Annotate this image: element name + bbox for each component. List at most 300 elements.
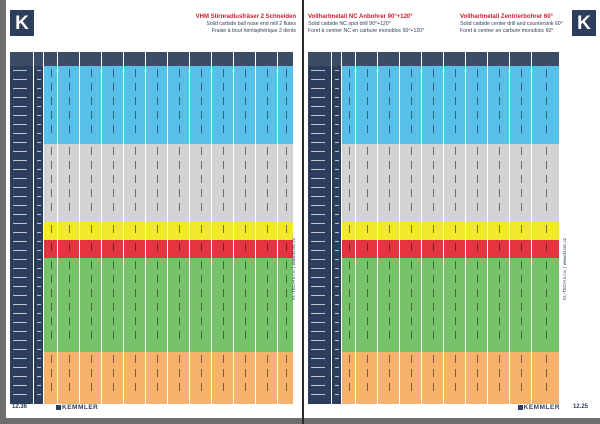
material-label-mark <box>13 376 27 377</box>
table-value-mark <box>411 261 412 269</box>
table-value-mark <box>267 289 268 297</box>
table-value-mark <box>51 189 52 197</box>
table-value-mark <box>179 303 180 311</box>
material-label-mark <box>13 286 27 287</box>
table-value-mark <box>389 83 390 91</box>
left-page-number: 12.36 <box>12 404 28 410</box>
table-value-mark <box>223 189 224 197</box>
material-label-mark <box>37 106 41 107</box>
table-value-mark <box>455 97 456 105</box>
table-value-mark <box>135 225 136 233</box>
material-label-mark <box>335 115 339 116</box>
material-label-mark <box>335 133 339 134</box>
table-value-mark <box>546 125 547 133</box>
table-value-mark <box>521 69 522 77</box>
table-value-mark <box>201 225 202 233</box>
material-label-mark <box>37 250 41 251</box>
table-value-mark <box>389 147 390 155</box>
table-value-mark <box>179 369 180 377</box>
table-value-mark <box>521 317 522 325</box>
material-label-mark <box>13 106 27 107</box>
table-value-mark <box>367 383 368 391</box>
material-label-mark <box>13 340 27 341</box>
material-label-mark <box>13 304 27 305</box>
table-value-mark <box>546 275 547 283</box>
material-label-mark <box>311 124 325 125</box>
material-label-mark <box>311 97 325 98</box>
material-label-mark <box>311 304 325 305</box>
material-label-mark <box>37 178 41 179</box>
table-value-mark <box>389 69 390 77</box>
material-label-mark <box>37 394 41 395</box>
material-label-mark <box>13 277 27 278</box>
table-value-mark <box>69 225 70 233</box>
table-value-mark <box>135 261 136 269</box>
table-value-mark <box>411 189 412 197</box>
table-value-mark <box>546 111 547 119</box>
table-value-mark <box>51 289 52 297</box>
table-value-mark <box>135 203 136 211</box>
table-value-mark <box>91 275 92 283</box>
table-value-mark <box>113 225 114 233</box>
table-value-mark <box>433 289 434 297</box>
left-brand-footer: KEMMLER <box>56 404 98 411</box>
material-label-mark <box>13 358 27 359</box>
table-value-mark <box>245 317 246 325</box>
table-value-mark <box>367 261 368 269</box>
material-label-mark <box>311 70 325 71</box>
table-value-mark <box>51 83 52 91</box>
fz-column-4 <box>146 52 168 404</box>
table-value-mark <box>367 369 368 377</box>
table-value-mark <box>521 161 522 169</box>
table-value-mark <box>455 369 456 377</box>
table-value-mark <box>433 83 434 91</box>
table-value-mark <box>389 243 390 251</box>
table-value-mark <box>69 83 70 91</box>
table-value-mark <box>135 369 136 377</box>
table-value-mark <box>267 97 268 105</box>
table-value-mark <box>455 203 456 211</box>
fz-column-r6 <box>488 52 510 404</box>
table-value-mark <box>179 225 180 233</box>
table-value-mark <box>267 355 268 363</box>
table-value-mark <box>91 69 92 77</box>
material-label-mark <box>335 79 339 80</box>
table-value-mark <box>51 317 52 325</box>
table-value-mark <box>69 383 70 391</box>
table-value-mark <box>367 303 368 311</box>
table-value-mark <box>267 317 268 325</box>
table-value-mark <box>389 203 390 211</box>
table-value-mark <box>455 383 456 391</box>
material-label-mark <box>37 88 41 89</box>
table-value-mark <box>267 275 268 283</box>
material-label-mark <box>335 241 339 242</box>
material-label-mark <box>335 160 339 161</box>
table-value-mark <box>113 355 114 363</box>
material-label-mark <box>13 385 27 386</box>
table-value-mark <box>521 189 522 197</box>
table-value-mark <box>411 147 412 155</box>
table-value-mark <box>349 243 350 251</box>
table-value-mark <box>201 303 202 311</box>
table-value-mark <box>433 111 434 119</box>
material-label-mark <box>335 142 339 143</box>
table-value-mark <box>546 369 547 377</box>
fz-column-r2 <box>400 52 422 404</box>
table-value-mark <box>223 303 224 311</box>
table-value-mark <box>51 97 52 105</box>
table-value-mark <box>223 161 224 169</box>
material-label-mark <box>335 367 339 368</box>
material-label-mark <box>13 250 27 251</box>
table-value-mark <box>546 83 547 91</box>
table-value-mark <box>201 161 202 169</box>
table-value-mark <box>477 383 478 391</box>
table-value-mark <box>477 275 478 283</box>
table-value-mark <box>267 261 268 269</box>
table-value-mark <box>157 225 158 233</box>
material-label-mark <box>335 385 339 386</box>
material-label-mark <box>13 214 27 215</box>
table-value-mark <box>201 203 202 211</box>
table-value-mark <box>286 161 287 169</box>
table-value-mark <box>267 189 268 197</box>
table-value-mark <box>135 317 136 325</box>
material-label-mark <box>13 187 27 188</box>
table-value-mark <box>113 331 114 339</box>
table-value-mark <box>91 189 92 197</box>
table-value-mark <box>477 355 478 363</box>
table-value-mark <box>157 369 158 377</box>
table-value-mark <box>51 303 52 311</box>
table-value-mark <box>546 317 547 325</box>
table-value-mark <box>69 303 70 311</box>
material-label-mark <box>13 70 27 71</box>
table-value-mark <box>349 111 350 119</box>
table-value-mark <box>135 189 136 197</box>
table-value-mark <box>201 275 202 283</box>
table-value-mark <box>91 383 92 391</box>
table-value-mark <box>157 83 158 91</box>
table-value-mark <box>179 261 180 269</box>
table-value-mark <box>157 303 158 311</box>
table-value-mark <box>411 331 412 339</box>
table-value-mark <box>521 303 522 311</box>
table-value-mark <box>179 383 180 391</box>
table-value-mark <box>477 303 478 311</box>
material-label-mark <box>13 178 27 179</box>
table-value-mark <box>179 275 180 283</box>
table-value-mark <box>201 317 202 325</box>
material-label-mark <box>13 259 27 260</box>
table-value-mark <box>135 243 136 251</box>
table-value-mark <box>179 317 180 325</box>
table-value-mark <box>286 189 287 197</box>
table-value-mark <box>223 83 224 91</box>
table-value-mark <box>477 243 478 251</box>
p-column <box>44 52 58 404</box>
material-label-mark <box>13 331 27 332</box>
material-label-mark <box>311 115 325 116</box>
material-label-mark <box>37 169 41 170</box>
table-value-mark <box>135 289 136 297</box>
table-value-mark <box>499 225 500 233</box>
table-value-mark <box>349 125 350 133</box>
table-value-mark <box>433 303 434 311</box>
table-value-mark <box>245 83 246 91</box>
table-value-mark <box>286 317 287 325</box>
table-value-mark <box>245 303 246 311</box>
table-value-mark <box>201 331 202 339</box>
right-header-b-title: Vollhartmetall Zentrierbohrer 60° <box>460 14 553 20</box>
table-value-mark <box>223 331 224 339</box>
table-value-mark <box>389 355 390 363</box>
table-value-mark <box>286 355 287 363</box>
table-value-mark <box>91 289 92 297</box>
table-value-mark <box>286 303 287 311</box>
table-value-mark <box>349 147 350 155</box>
cutting-data-table-right <box>308 52 560 404</box>
material-label-mark <box>13 88 27 89</box>
material-label-mark <box>311 79 325 80</box>
table-value-mark <box>113 383 114 391</box>
brand-k-icon-right <box>518 405 523 410</box>
material-label-mark <box>335 349 339 350</box>
table-value-mark <box>267 383 268 391</box>
material-label-mark <box>335 313 339 314</box>
material-label-mark <box>13 169 27 170</box>
table-value-mark <box>286 369 287 377</box>
material-label-mark <box>13 79 27 80</box>
table-value-mark <box>201 175 202 183</box>
table-value-mark <box>367 225 368 233</box>
table-value-mark <box>367 317 368 325</box>
table-value-mark <box>135 161 136 169</box>
material-label-mark <box>311 232 325 233</box>
table-value-mark <box>477 147 478 155</box>
table-value-mark <box>286 261 287 269</box>
material-label-mark <box>37 241 41 242</box>
vc-column-r <box>356 52 378 404</box>
material-label-mark <box>13 394 27 395</box>
material-label-mark <box>13 232 27 233</box>
vc-column <box>58 52 80 404</box>
table-value-mark <box>157 383 158 391</box>
table-value-mark <box>499 369 500 377</box>
material-label-mark <box>311 286 325 287</box>
material-label-mark <box>311 214 325 215</box>
left-header-line2: Solid carbide ball nose end mill 2 flutes <box>206 21 296 27</box>
table-value-mark <box>367 69 368 77</box>
table-value-mark <box>135 355 136 363</box>
kemmler-logo: K <box>10 10 34 36</box>
table-value-mark <box>546 243 547 251</box>
table-value-mark <box>51 225 52 233</box>
table-value-mark <box>223 275 224 283</box>
table-value-mark <box>51 175 52 183</box>
p-column-r <box>342 52 356 404</box>
table-value-mark <box>267 303 268 311</box>
table-value-mark <box>546 161 547 169</box>
table-value-mark <box>223 97 224 105</box>
table-value-mark <box>267 369 268 377</box>
table-value-mark <box>69 243 70 251</box>
material-label-mark <box>335 286 339 287</box>
table-value-mark <box>499 355 500 363</box>
table-value-mark <box>179 189 180 197</box>
table-value-mark <box>455 225 456 233</box>
table-value-mark <box>349 355 350 363</box>
table-value-mark <box>245 243 246 251</box>
material-label-mark <box>311 196 325 197</box>
fz-column-r7 <box>510 52 532 404</box>
material-label-mark <box>311 358 325 359</box>
table-value-mark <box>433 225 434 233</box>
material-label-mark <box>13 97 27 98</box>
table-value-mark <box>433 69 434 77</box>
table-value-mark <box>499 125 500 133</box>
table-value-mark <box>433 331 434 339</box>
material-label-mark <box>13 223 27 224</box>
table-value-mark <box>286 203 287 211</box>
table-value-mark <box>91 261 92 269</box>
table-value-mark <box>521 275 522 283</box>
table-value-mark <box>91 175 92 183</box>
table-value-mark <box>91 355 92 363</box>
material-label-mark <box>335 331 339 332</box>
table-value-mark <box>157 261 158 269</box>
table-value-mark <box>521 97 522 105</box>
table-value-mark <box>51 355 52 363</box>
material-label-mark <box>335 295 339 296</box>
material-label-mark <box>13 205 27 206</box>
table-value-mark <box>411 97 412 105</box>
right-header-a-line2: Solid carbide NC spot drill 90°+120° <box>308 21 391 27</box>
table-value-mark <box>521 289 522 297</box>
table-value-mark <box>245 97 246 105</box>
table-value-mark <box>267 331 268 339</box>
table-value-mark <box>367 97 368 105</box>
material-label-mark <box>335 232 339 233</box>
table-value-mark <box>157 331 158 339</box>
table-value-mark <box>349 83 350 91</box>
table-value-mark <box>521 175 522 183</box>
table-value-mark <box>91 369 92 377</box>
table-value-mark <box>433 317 434 325</box>
table-value-mark <box>367 147 368 155</box>
material-label-mark <box>13 196 27 197</box>
material-label-mark <box>37 196 41 197</box>
table-value-mark <box>455 243 456 251</box>
table-value-mark <box>135 303 136 311</box>
table-value-mark <box>223 175 224 183</box>
table-value-mark <box>157 69 158 77</box>
table-value-mark <box>367 125 368 133</box>
table-value-mark <box>477 261 478 269</box>
table-value-mark <box>245 355 246 363</box>
table-value-mark <box>367 175 368 183</box>
table-value-mark <box>389 97 390 105</box>
table-value-mark <box>433 383 434 391</box>
table-value-mark <box>91 225 92 233</box>
table-value-mark <box>521 203 522 211</box>
table-value-mark <box>267 83 268 91</box>
material-label-mark <box>37 214 41 215</box>
table-value-mark <box>367 83 368 91</box>
material-label-mark <box>335 277 339 278</box>
table-value-mark <box>113 289 114 297</box>
table-value-mark <box>286 331 287 339</box>
material-label-mark <box>37 97 41 98</box>
table-value-mark <box>389 303 390 311</box>
material-label-mark <box>37 358 41 359</box>
table-value-mark <box>521 261 522 269</box>
table-value-mark <box>69 175 70 183</box>
material-label-mark <box>335 169 339 170</box>
material-label-mark <box>37 367 41 368</box>
material-label-mark <box>37 259 41 260</box>
material-label-mark <box>335 340 339 341</box>
table-value-mark <box>245 331 246 339</box>
table-value-mark <box>223 317 224 325</box>
material-label-mark <box>335 88 339 89</box>
table-value-mark <box>411 69 412 77</box>
material-label-mark <box>311 313 325 314</box>
table-value-mark <box>367 275 368 283</box>
table-value-mark <box>113 161 114 169</box>
right-header-a-line3: Foret à centrer NC en carbure monobloc 90°+120° <box>308 28 425 34</box>
material-label-mark <box>37 385 41 386</box>
table-value-mark <box>349 203 350 211</box>
table-value-mark <box>389 317 390 325</box>
material-label-mark <box>13 367 27 368</box>
kemmler-logo-right: K <box>572 10 596 36</box>
right-vertical-url: KL-TECH s.r.o. | www.kl.tec.cz <box>562 237 567 300</box>
fz-column-r4 <box>444 52 466 404</box>
table-value-mark <box>411 289 412 297</box>
table-value-mark <box>157 203 158 211</box>
table-value-mark <box>477 97 478 105</box>
table-value-mark <box>411 125 412 133</box>
material-label-mark <box>335 223 339 224</box>
table-value-mark <box>286 275 287 283</box>
table-value-mark <box>477 175 478 183</box>
table-value-mark <box>499 303 500 311</box>
table-value-mark <box>546 383 547 391</box>
fz-column-6 <box>190 52 212 404</box>
table-value-mark <box>51 369 52 377</box>
table-value-mark <box>477 83 478 91</box>
table-value-mark <box>433 161 434 169</box>
table-value-mark <box>223 69 224 77</box>
fz-column-1 <box>80 52 102 404</box>
table-value-mark <box>521 355 522 363</box>
table-value-mark <box>113 203 114 211</box>
table-value-mark <box>201 289 202 297</box>
table-value-mark <box>455 355 456 363</box>
material-label-mark <box>311 223 325 224</box>
table-value-mark <box>91 83 92 91</box>
table-value-mark <box>201 261 202 269</box>
table-value-mark <box>113 97 114 105</box>
table-value-mark <box>499 331 500 339</box>
brand-k-icon <box>56 405 61 410</box>
table-value-mark <box>286 289 287 297</box>
material-label-mark <box>311 88 325 89</box>
table-value-mark <box>91 203 92 211</box>
